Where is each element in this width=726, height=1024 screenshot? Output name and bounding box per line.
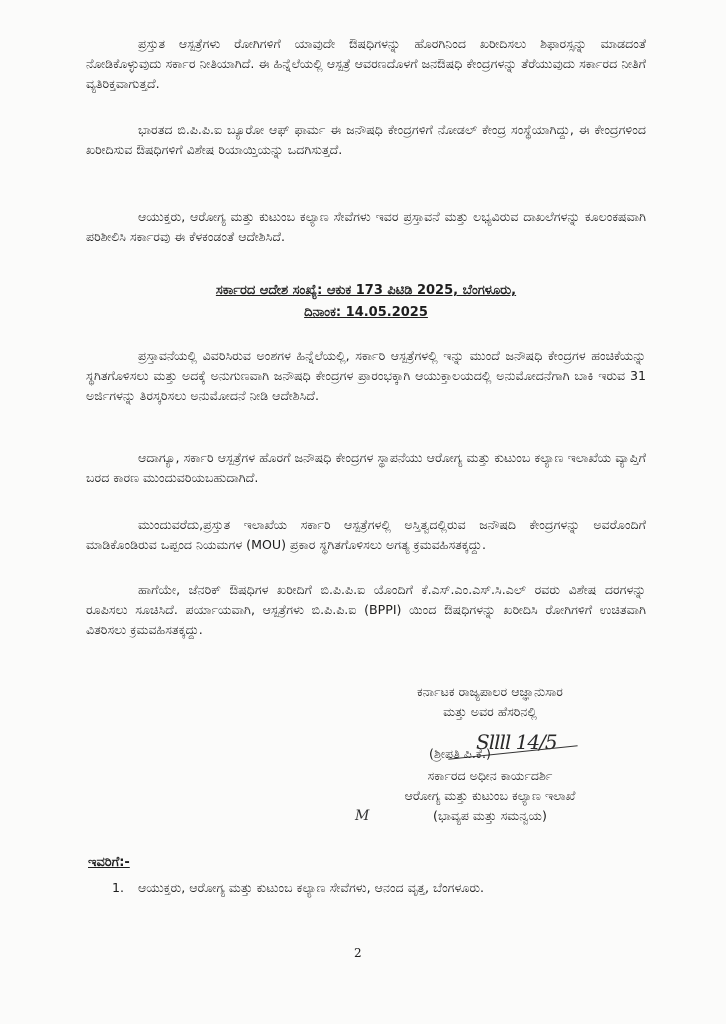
paragraph-policy: ಪ್ರಸ್ತುತ ಆಸ್ಪತ್ರೆಗಳು ರೋಗಿಗಳಿಗೆ ಯಾವುದೇ ಔಷಧಿಗಳನ್ನು ಹೊರಗಿನಿಂದ ಖರೀದಿಸಲು ಶಿಫಾರಸ್ಸನ್ನು ಮಾಡದಂತೆ ನೋಡಿಕೊಳ್ಳುವುದು ಸರ್ಕಾರ ನೀತಿಯಾಗಿದೆ. ಈ ಹಿನ್ನೆಲೆಯಲ್ಲಿ ಆಸ್ಪತ್ರೆ ಆವರಣದೊಳಗೆ ಜನಔಷಧಿ ಕೇಂದ್ರಗಳನ್ನು ತೆರೆಯುವುದು ಸರ್ಕಾರದ ನೀತಿಗೆ ವ್ಯತಿರಿಕ್ತವಾಗುತ್ತದೆ. [86, 36, 646, 91]
order-paragraph-4: ಹಾಗೆಯೇ, ಜೆನರಿಕ್ ಔಷಧಿಗಳ ಖರೀದಿಗೆ ಬಿ.ಪಿ.ಪಿ.ಐ ಯೊಂದಿಗೆ ಕೆ.ಎಸ್.ಎಂ.ಎಸ್.ಸಿ.ಎಲ್ ರವರು ವಿಶೇಷ ದರಗಳನ್ನು ರೂಪಿಸಲು ಸೂಚಿಸಿದೆ. ಪರ್ಯಾಯವಾಗಿ, ಆಸ್ಪತ್ರೆಗಳು ಬಿ.ಪಿ.ಪಿ.ಐ (BPPI) ಯಿಂದ ಔಷಧಿಗಳನ್ನು ಖರೀದಿಸಿ ರೋಗಿಗಳಿಗೆ ಉಚಿತವಾಗಿ ವಿತರಿಸಲು ಕ್ರಮವಹಿಸತಕ್ಕದ್ದು. [86, 582, 646, 637]
signatory-department: ಆರೋಗ್ಯ ಮತ್ತು ಕುಟುಂಬ ಕಲ್ಯಾಣ ಇಲಾಖೆ [404, 788, 576, 803]
signatory-name: (ಶ್ರೀಪತಿ ಪಿ.ಕೆ.) [429, 746, 491, 761]
order-number: ಸರ್ಕಾರದ ಆದೇಶ ಸಂಖ್ಯೆ: ಆಕುಕ 173 ಪಿಟಿಡಿ 2025, ಬೆಂಗಳೂರು, [215, 283, 517, 298]
to-label: ಇವರಿಗೆ:- [88, 855, 130, 870]
authority-line-1: ಕರ್ನಾಟಕ ರಾಜ್ಯಪಾಲರ ಆಜ್ಞಾನುಸಾರ [417, 684, 563, 699]
order-paragraph-2: ಆದಾಗ್ಯೂ, ಸರ್ಕಾರಿ ಆಸ್ಪತ್ರೆಗಳ ಹೊರಗೆ ಜನೌಷಧಿ ಕೇಂದ್ರಗಳ ಸ್ಥಾಪನೆಯು ಆರೋಗ್ಯ ಮತ್ತು ಕುಟುಂಬ ಕಲ್ಯಾಣ ಇಲಾಖೆಯ ವ್ಯಾಪ್ತಿಗೆ ಬರದ ಕಾರಣ ಮುಂದುವರಿಯಬಹುದಾಗಿದೆ. [86, 450, 646, 485]
signatory-section: (ಭಾವ್ಯಪ ಮತ್ತು ಸಮನ್ವಯ) [433, 808, 547, 823]
order-paragraph-3: ಮುಂದುವರೆದು,ಪ್ರಸ್ತುತ ಇಲಾಖೆಯ ಸರ್ಕಾರಿ ಆಸ್ಪತ್ರೆಗಳಲ್ಲಿ ಅಸ್ತಿತ್ವದಲ್ಲಿರುವ ಜನೌಷದಿ ಕೇಂದ್ರಗಳನ್ನು ಅವರೊಂದಿಗೆ ಮಾಡಿಕೊಂಡಿರುವ ಒಪ್ಪಂದ ನಿಯಮಗಳ (MOU) ಪ್ರಕಾರ ಸ್ಥಗಿತಗೊಳಿಸಲು ಅಗತ್ಯ ಕ್ರಮವಹಿಸತಕ್ಕದ್ದು. [86, 517, 646, 552]
authority-block [375, 682, 605, 722]
paragraph-bppi: ಭಾರತದ ಬಿ.ಪಿ.ಪಿ.ಐ ಬ್ಯೂರೋ ಆಫ್ ಫಾರ್ಮ ಈ ಜನೌಷಧಿ ಕೇಂದ್ರಗಳಿಗೆ ನೋಡಲ್ ಕೇಂದ್ರ ಸಂಸ್ಥೆಯಾಗಿದ್ದು, ಈ ಕೇಂದ್ರಗಳಿಂದ ಖರೀದಿಸುವ ಔಷಧಿಗಳಿಗೆ ವಿಶೇಷ ರಿಯಾಯ್ತಿಯನ್ನು ಒದಗಿಸುತ್ತದೆ. [86, 122, 646, 157]
initial-mark: M [355, 808, 370, 824]
page-number: 2 [354, 946, 362, 960]
signatory-designation: ಸರ್ಕಾರದ ಅಧೀನ ಕಾರ್ಯದರ್ಶಿ [427, 768, 553, 783]
signature: Sllll 14/5 [476, 730, 557, 754]
to-list-item: 1. ಆಯುಕ್ತರು, ಆರೋಗ್ಯ ಮತ್ತು ಕುಟುಂಬ ಕಲ್ಯಾಣ ಸೇವೆಗಳು, ಆನಂದ ವೃತ್ತ, ಬೆಂಗಳೂರು. [112, 880, 485, 895]
order-heading [86, 280, 646, 324]
signatory-block [360, 766, 620, 826]
order-date: ದಿನಾಂಕ: 14.05.2025 [304, 305, 428, 320]
authority-line-2: ಮತ್ತು ಅವರ ಹೆಸರಿನಲ್ಲಿ [443, 704, 537, 719]
order-paragraph-1: ಪ್ರಸ್ತಾವನೆಯಲ್ಲಿ ವಿವರಿಸಿರುವ ಅಂಶಗಳ ಹಿನ್ನೆಲೆಯಲ್ಲಿ, ಸರ್ಕಾರಿ ಆಸ್ಪತ್ರೆಗಳಲ್ಲಿ ಇನ್ನು ಮುಂದೆ ಜನೌಷಧಿ ಕೇಂದ್ರಗಳ ಹಂಚಿಕೆಯನ್ನು ಸ್ಥಗಿತಗೊಳಿಸಲು ಮತ್ತು ಅದಕ್ಕೆ ಅನುಗುಣವಾಗಿ ಜನೌಷಧಿ ಕೇಂದ್ರಗಳ ಪ್ರಾರಂಭಕ್ಕಾಗಿ ಆಯುಕ್ತಾಲಯದಲ್ಲಿ ಅನುಮೋದನೆಗಾಗಿ ಬಾಕಿ ಇರುವ 31 ಅರ್ಜಿಗಳನ್ನು ತಿರಸ್ಕರಿಸಲು ಅನುಮೋದನೆ ನೀಡಿ ಆದೇಶಿಸಿದೆ. [86, 348, 646, 403]
paragraph-commissioner: ಆಯುಕ್ತರು, ಆರೋಗ್ಯ ಮತ್ತು ಕುಟುಂಬ ಕಲ್ಯಾಣ ಸೇವೆಗಳು ಇವರ ಪ್ರಸ್ತಾವನೆ ಮತ್ತು ಲಭ್ಯವಿರುವ ದಾಖಲೆಗಳನ್ನು ಕೂಲಂಕಷವಾಗಿ ಪರಿಶೀಲಿಸಿ ಸರ್ಕಾರವು ಈ ಕೆಳಕಂಡಂತೆ ಆದೇಶಿಸಿದೆ. [86, 209, 646, 244]
